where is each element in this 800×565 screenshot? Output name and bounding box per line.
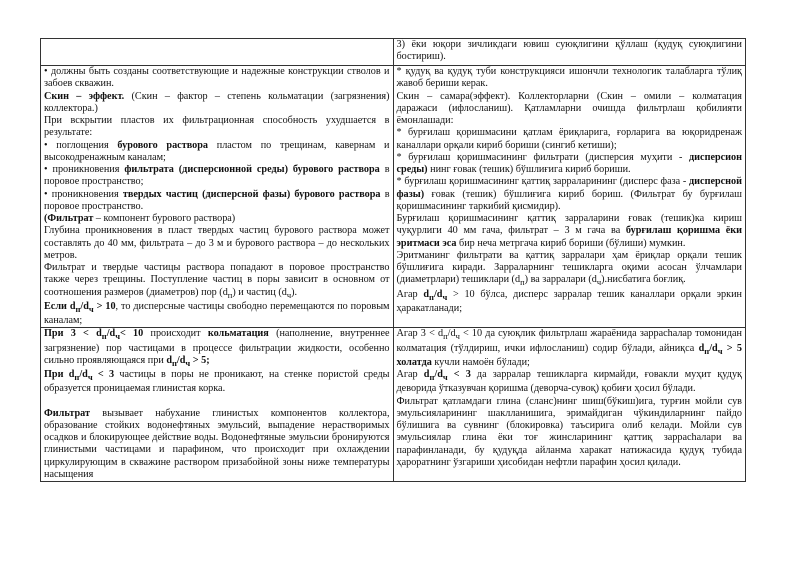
table-cell-ru <box>41 66 394 328</box>
text: Эритманинг фильтрати ва қаттиқ зарралари ҳам ёриқлар орқали тешик бўшлиғига киради. Зарраларнинг тешикларга оқими асосан ўлчамлари (диаметрлари) тешиклари (d <box>396 249 742 286</box>
subscript: ч <box>596 277 602 288</box>
text: При 3 < d <box>44 328 102 340</box>
text: частицы в поры не проникают, на стенке пористой среды образуется проницаемая глинистая корка. <box>44 369 390 395</box>
text: пластом по трещинам, кавернам и высокодренажным каналам; <box>44 139 390 163</box>
text: d <box>423 288 430 300</box>
paragraph <box>397 152 743 177</box>
text: < 3 <box>447 369 471 381</box>
subscript: ч <box>717 345 723 356</box>
table-cell-ru <box>41 328 394 482</box>
table-row <box>41 66 746 328</box>
term: Фильтрат <box>44 407 90 419</box>
text: * бурғилаш қоришмасининг қаттиқ зарраларининг (дисперс фаза - <box>396 176 690 188</box>
text: да зарралар тешикларга кирмайди, ғовакли муҳит қудуқ деворида ўтказувчан қоришма (деворча-сувоқ) қобиғи ҳосил бўлади. <box>396 369 742 395</box>
text: кучли намоён бўлади; <box>431 356 530 368</box>
text: (наполнение, внутреннее загрязнение) пор частицами в процессе фильтрации жидкости, особенно сильно проявляющаяся при <box>44 328 390 366</box>
subscript: п <box>443 331 448 342</box>
table-cell-uz <box>393 328 746 482</box>
text: ) ва зарралари (d <box>524 274 597 286</box>
subscript: ч <box>455 331 460 342</box>
text: /d <box>433 288 443 300</box>
paragraph <box>397 369 743 396</box>
text: > 10 <box>93 300 116 312</box>
term: дисперсион <box>689 151 742 163</box>
table-cell-uz <box>393 39 746 66</box>
text: * бурғилаш қоришмасининг фильтрати (дисперсия муҳити - <box>396 151 690 163</box>
subscript: п <box>101 331 107 342</box>
text: ). <box>291 286 298 298</box>
text: вызывает набухание глинистых компонентов коллектора, образование стойких водонефтяных эмульсий, выпадение нерастворимых осадков и блокирующее действие воды. Водонефтяные эмульсии бронируются глинистыми частицами и парафином, что происходит при охлаждении циркулирующим в скважине раствором призабойной зоны ниже температуры насыщения <box>44 407 390 480</box>
paragraph: * қудуқ ва қудуқ туби конструкцияси ишончли технологик талабларга тўлиқ жавоб бериши керак. <box>396 66 742 90</box>
text: d <box>698 342 705 354</box>
subscript: п <box>172 357 177 368</box>
subscript: п <box>704 345 710 356</box>
term: кольматация <box>207 328 269 340</box>
text: ).нисбатига боғлиқ. <box>601 274 686 286</box>
text: /d <box>176 354 186 366</box>
term: бурового раствора <box>117 139 208 151</box>
subscript: п <box>429 372 435 383</box>
text: (Скин – фактор – степень кольматации (загрязнения) коллектора.) <box>44 90 390 114</box>
paragraph <box>397 176 743 213</box>
term: фильтрата (дисперсионной среды) бурового раствора <box>124 164 380 175</box>
text: • поглощения <box>44 139 118 151</box>
text: /d <box>79 369 88 381</box>
text: Бурғилаш қоришмасининг қаттиқ зарраларини ғовак (тешик)ка кириш чуқурлиги 40 мм гача, фильтрат – 3 м гача ва <box>396 213 742 237</box>
spacer <box>44 396 390 408</box>
paragraph: Скин – самара(эффект). Коллекторларни (Скин – омили – колматация даражаси (ифлосланиш). Қатламларни очишда фильтрлаш қобилияти ёмонлашади: <box>396 90 742 126</box>
term: бурғилаш қоришма ёки эритмаси эса <box>396 225 742 249</box>
text: бир неча метргача кириб бориши (бўлиши) мумкин. <box>456 237 686 249</box>
paragraph: 3) ёки юқори зичликдаги ювиш суюқлигини қўллаш (қудуқ суюқлигини бостириш). <box>396 39 742 63</box>
paragraph <box>44 262 390 301</box>
text: < 10 да суюқлик фильтрлаш жараёнида зарраchалар томонидан колматация (тўлдириш, ички ифлосланиш) содир бўлади, айниқса <box>396 328 742 354</box>
table-row <box>41 328 746 482</box>
text: в поровое пространство; <box>44 164 390 188</box>
paragraph: • должны быть созданы соответствующие и надежные конструкции стволов и забоев скважин. <box>44 66 390 90</box>
bilingual-table <box>40 38 746 482</box>
term: среды) <box>396 164 428 175</box>
paragraph <box>44 328 390 369</box>
term: дисперсной фазы) <box>396 176 742 200</box>
text: /d <box>447 328 456 340</box>
subscript: ч <box>87 372 93 383</box>
text: /d <box>80 300 89 312</box>
subscript: п <box>429 291 434 302</box>
text: /d <box>709 342 718 354</box>
subscript: п <box>74 372 80 383</box>
paragraph <box>44 140 390 165</box>
subscript: п <box>227 289 233 300</box>
text: • проникновения <box>44 164 125 175</box>
table-cell-ru <box>41 39 394 66</box>
subscript: ч <box>115 331 120 342</box>
text: Фильтрат и твердые частицы раствора попадают в поровое пространство также через трещины. Поступление частиц в поры зависит в основном от соотношения размеров (диаметров) пор (d <box>44 262 390 298</box>
subscript: ч <box>442 291 448 302</box>
paragraph <box>397 250 743 289</box>
paragraph: * бурғилаш қоришмасини қатлам ёриқларига, ғорларига ва юқоридренаж каналлари орқали кириб бориши (сингиб кетиши); <box>396 127 742 151</box>
term: твердых частиц (дисперсной фазы) бурового раствора <box>122 188 381 200</box>
paragraph <box>44 301 390 328</box>
text: ) и частиц (d <box>232 286 287 298</box>
paragraph: Фильтрат қатламдаги глина (сланс)нинг шиш(бўкиш)ига, турғин мойли сув эмульсияларининг шаклланишига, эримайдиган чўкиндиларнинг пайдо бўлишига ва сувнинг (блокировка) таъсирига олиб келади. Мойли сув эмульсиялар глина ёки тоғ жинсларининг қаттиқ зарраchалари ва парафинланади, бу қудуқда айланма харакат натижасида қудуқ тубида ҳароратнинг ўзгариши ҳисобидан нефтли парафин ҳосил қилади. <box>396 395 742 468</box>
subscript: ч <box>185 357 191 368</box>
paragraph <box>44 164 390 189</box>
paragraph <box>44 213 390 225</box>
text: /d <box>434 369 443 381</box>
table-row <box>41 39 746 66</box>
paragraph <box>397 328 743 369</box>
paragraph <box>44 408 390 482</box>
subscript: ч <box>88 303 94 314</box>
term: Скин – эффект. <box>44 90 125 102</box>
text: > 5; <box>190 354 210 366</box>
text: – компонент бурового раствора) <box>93 213 236 224</box>
subscript: ч <box>286 289 292 300</box>
paragraph <box>44 91 390 116</box>
text: • проникновения <box>44 188 123 200</box>
text: При d <box>44 369 75 381</box>
text: , то дисперсные частицы свободно перемещаются по поровым каналам; <box>44 300 390 327</box>
subscript: п <box>520 277 525 288</box>
text: > 10 бўлса, дисперс зарралар тешик каналлари орқали эркин ҳаракатланади; <box>396 288 742 314</box>
paragraph <box>44 369 390 396</box>
text: < 3 <box>92 369 115 381</box>
paragraph <box>397 289 743 316</box>
table-cell-uz <box>393 66 746 328</box>
paragraph <box>44 189 390 214</box>
text: > 5 холатда <box>396 342 742 368</box>
text: /d <box>106 328 116 340</box>
text: происходит <box>143 328 208 340</box>
text: в поровое пространство. <box>44 188 390 212</box>
term: (Фильтрат <box>44 213 94 224</box>
text: Агар <box>396 288 424 300</box>
subscript: п <box>75 303 81 314</box>
text: < 10 <box>120 328 144 340</box>
paragraph <box>397 213 743 250</box>
text: Если d <box>44 300 76 312</box>
text: d <box>423 369 430 381</box>
text: Агар <box>396 369 424 381</box>
subscript: ч <box>442 372 448 383</box>
text: d <box>166 354 173 366</box>
text: нинг ғовак (тешик) бўшлиғига кириб бориши. <box>427 164 631 175</box>
text: ғовак (тешик) бўшлиғига кириб бориш. (Фильтрат бу бурғилаш қоришмасининг таркибий қисмидир). <box>396 188 742 212</box>
paragraph: При вскрытии пластов их фильтрационная способность ухудшается в результате: <box>44 115 390 139</box>
text: Агар 3 < d <box>396 328 444 340</box>
paragraph: Глубина проникновения в пласт твердых частиц бурового раствора может составлять до 40 мм, фильтрата – до 3 м и бурового раствора – до нескольких метров. <box>44 225 390 261</box>
